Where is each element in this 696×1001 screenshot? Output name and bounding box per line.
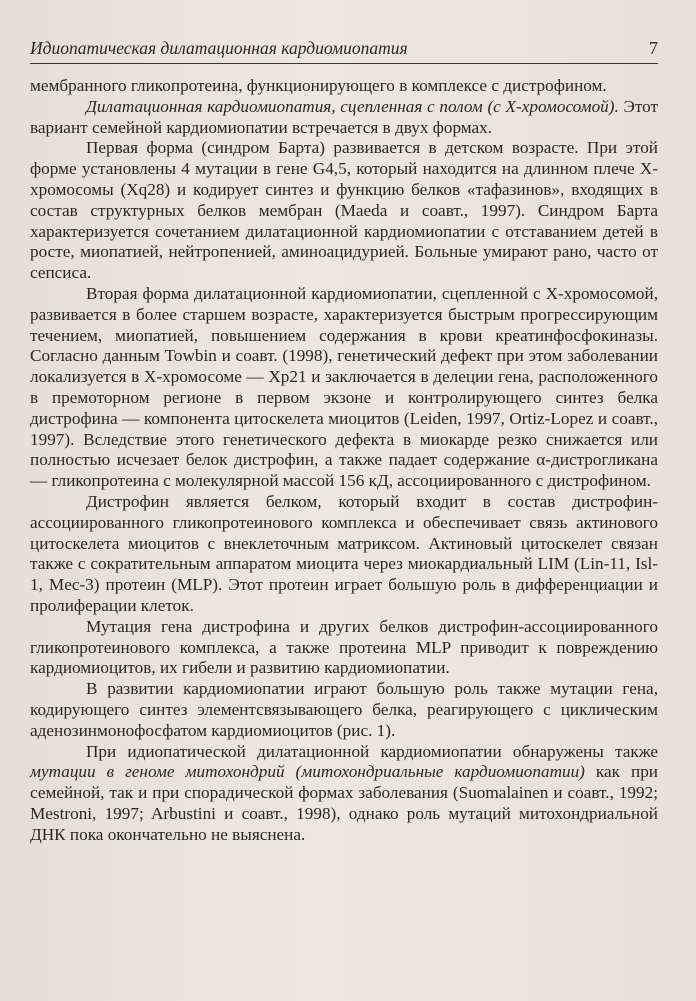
paragraph-5: Дистрофин является белком, который входит в состав дистрофин-ассоциированного гликопротеинового комплекса и обеспечивает связь актинового цитоскелета миоцитов с внеклеточным матриксом. Актиновый цитоскелет связан также с сократительным аппаратом миоцита через миокардиальный LIM (Lin-11, Isl-1, Mec-3) протеин (MLP). Этот протеин играет большую роль в дифференциации и пролиферации клеток. [30,491,658,615]
paragraph-7: В развитии кардиомиопатии играют большую роль также мутации гена, кодирующего синтез элементсвязывающего белка, реагирующего с циклическим аденозинмонофосфатом кардиомиоцитов (рис. 1). [30,679,658,740]
paragraph-8-text-start: При идиопатической дилатационной кардиомиопатии обнаружены также [86,741,658,761]
paragraph-4: Вторая форма дилатационной кардиомиопатии, сцепленной с Х-хромосомой, развивается в более старшем возрасте, характеризуется быстрым прогрессирующим течением, миопатией, повышением содержания в крови креатинфосфокиназы. Согласно данным Towbin и соавт. (1998), генетический дефект при этом заболевании локализуется в Х-хромосоме — Xp21 и заключается в делеции гена, расположенного в премоторном регионе в первом экзоне и контролирующего синтез белка дистрофина — компонента цитоскелета миоцитов (Leiden, 1997, Ortiz-Lopez и соавт., 1997). Вследствие этого генетического дефекта в миокарде резко снижается или полностью исчезает белок дистрофин, а также падает содержание α-дистрогликана — гликопротеина с молекулярной массой 156 кД, ассоциированного с дистрофином. [30,283,658,491]
chapter-title: Идиопатическая дилатационная кардиомиопатия [30,38,408,58]
paragraph-2-text: Этот вариант семейной кардиомиопатии встречается в двух формах. [30,96,658,137]
paragraph-2 [30,97,658,139]
paragraph-8 [30,742,658,846]
paragraph-1: мембранного гликопротеина, функционирующего в комплексе с дистрофином. [30,76,607,95]
running-header [30,38,658,64]
paragraph-2-italic-heading: Дилатационная кардиомиопатия, сцепленная с полом (с Х-хромосомой). [86,96,619,116]
paragraph-6: Мутация гена дистрофина и других белков дистрофин-ассоциированного гликопротеинового комплекса, а также протеина MLP приводит к повреждению кардиомиоцитов, их гибели и развитию кардиомиопатии. [30,616,658,678]
page-body [30,76,658,845]
page-number: 7 [649,38,658,58]
paragraph-8-text-end: как при семейной, так и при спорадической формах заболевания (Suomalainen и соавт., 1992; Mestroni, 1997; Arbustini и соавт., 1998), однако роль мутаций митохондриальной ДНК пока окончательно не выяснена. [30,762,659,844]
paragraph-8-italic-term: мутации в геноме митохондрий (митохондриальные кардиомиопатии) [30,762,585,782]
paragraph-3: Первая форма (синдром Барта) развивается в детском возрасте. При этой форме установлены 4 мутации в гене G4,5, который находится на длинном плече Х-хромосомы (Xq28) и кодирует синтез и функцию белков «тафазинов», входящих в состав структурных белков мембран (Maeda и соавт., 1997). Синдром Барта характеризуется сочетанием дилатационной кардиомиопатии с отставанием детей в росте, миопатией, нейтропенией, аминоацидурией. Больные умирают рано, часто от сепсиса. [30,138,658,283]
